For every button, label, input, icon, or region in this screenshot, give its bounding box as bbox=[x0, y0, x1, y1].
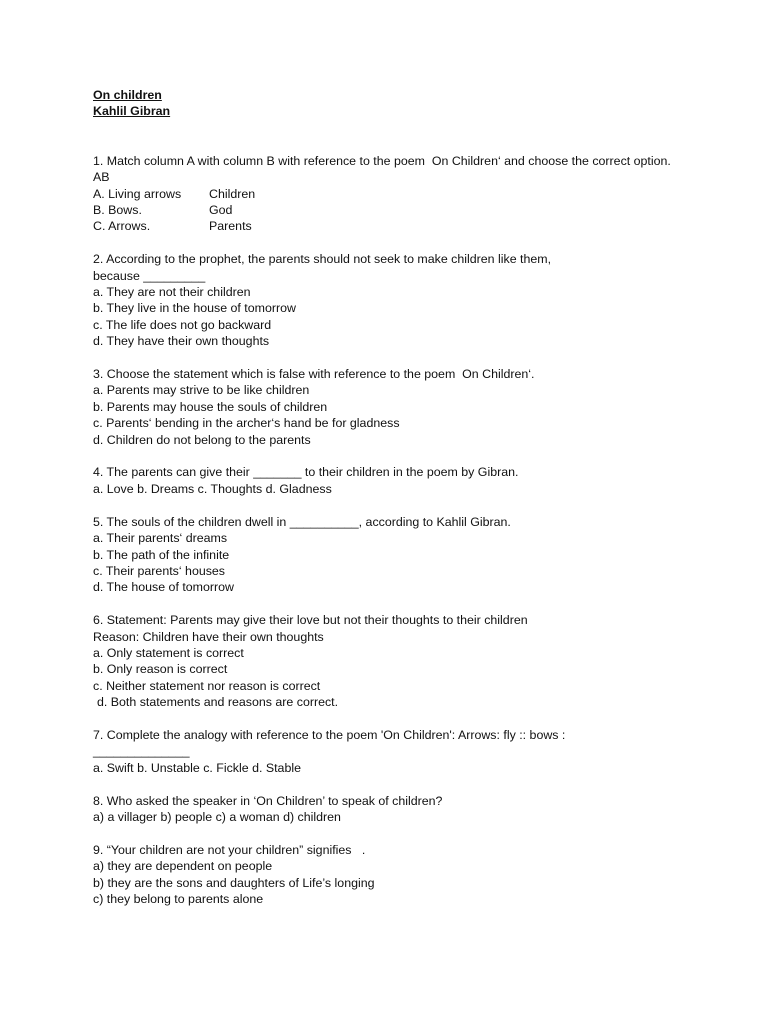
question-6 bbox=[93, 612, 693, 710]
question-4 bbox=[93, 464, 693, 497]
question-2 bbox=[93, 251, 693, 349]
question-7 bbox=[93, 727, 693, 776]
question-1-prompt: 1. Match column A with column B with reference to the poem On Children‘ and choose the correct option. bbox=[93, 153, 671, 168]
match-table bbox=[93, 186, 255, 235]
document-author: Kahlil Gibran bbox=[93, 104, 171, 119]
option-d: d. Children do not belong to the parents bbox=[93, 432, 311, 447]
option-b: b. The path of the infinite bbox=[93, 547, 230, 562]
option-c: c. The life does not go backward bbox=[93, 317, 272, 332]
option-b: b) they are the sons and daughters of Life’s longing bbox=[93, 875, 375, 890]
option-a: a. Their parents‘ dreams bbox=[93, 531, 228, 546]
option-d: d. They have their own thoughts bbox=[93, 334, 270, 349]
question-8-prompt: 8. Who asked the speaker in ‘On Children’ to speak of children? bbox=[93, 793, 443, 808]
question-3 bbox=[93, 366, 693, 448]
question-5-prompt: 5. The souls of the children dwell in __________, according to Kahlil Gibran. bbox=[93, 514, 511, 529]
option-d: d. The house of tomorrow bbox=[93, 580, 234, 595]
option-a: a) they are dependent on people bbox=[93, 859, 273, 874]
question-5 bbox=[93, 514, 693, 596]
question-9-prompt: 9. “Your children are not your children” signifies . bbox=[93, 842, 366, 857]
option-b: b. Parents may house the souls of children bbox=[93, 399, 328, 414]
option-c: c) they belong to parents alone bbox=[93, 891, 264, 906]
option-c: c. Their parents‘ houses bbox=[93, 563, 226, 578]
question-8 bbox=[93, 793, 693, 826]
question-7-blank: ______________ bbox=[93, 744, 190, 759]
column-a-cell: C. Arrows. bbox=[93, 219, 151, 234]
option-b: b. They live in the house of tomorrow bbox=[93, 301, 296, 316]
column-a-cell: B. Bows. bbox=[93, 203, 142, 218]
option-b: b. Only reason is correct bbox=[93, 662, 228, 677]
document-title: On children bbox=[93, 88, 162, 102]
option-a: a. Only statement is correct bbox=[93, 645, 244, 660]
document-page bbox=[93, 87, 693, 924]
option-c: c. Parents‘ bending in the archer‘s hand be for gladness bbox=[93, 416, 400, 431]
question-4-prompt: 4. The parents can give their _______ to their children in the poem by Gibran. bbox=[93, 465, 519, 480]
option-d: d. Both statements and reasons are correct. bbox=[97, 695, 339, 710]
question-4-options: a. Love b. Dreams c. Thoughts d. Gladness bbox=[93, 481, 332, 496]
question-3-prompt: 3. Choose the statement which is false with reference to the poem On Children‘. bbox=[93, 367, 535, 382]
option-a: a. Parents may strive to be like children bbox=[93, 383, 310, 398]
option-c: c. Neither statement nor reason is correct bbox=[93, 678, 321, 693]
match-row bbox=[93, 202, 255, 218]
question-6-statement: 6. Statement: Parents may give their love but not their thoughts to their children bbox=[93, 613, 528, 628]
column-b-cell: God bbox=[209, 203, 233, 218]
question-7-prompt: 7. Complete the analogy with reference to the poem 'On Children': Arrows: fly :: bows : bbox=[93, 727, 566, 742]
match-row bbox=[93, 218, 255, 234]
question-1 bbox=[93, 153, 693, 235]
question-6-reason: Reason: Children have their own thoughts bbox=[93, 629, 324, 644]
question-7-options: a. Swift b. Unstable c. Fickle d. Stable bbox=[93, 760, 301, 775]
match-row bbox=[93, 186, 255, 202]
column-b-cell: Children bbox=[209, 186, 256, 201]
question-9 bbox=[93, 842, 693, 908]
question-2-prompt-continued: because _________ bbox=[93, 268, 206, 283]
question-2-prompt: 2. According to the prophet, the parents should not seek to make children like them, bbox=[93, 252, 552, 267]
question-8-options: a) a villager b) people c) a woman d) children bbox=[93, 809, 341, 824]
match-table-header: AB bbox=[93, 170, 110, 185]
column-b-cell: Parents bbox=[209, 219, 252, 234]
option-a: a. They are not their children bbox=[93, 285, 251, 300]
column-a-cell: A. Living arrows bbox=[93, 186, 182, 201]
